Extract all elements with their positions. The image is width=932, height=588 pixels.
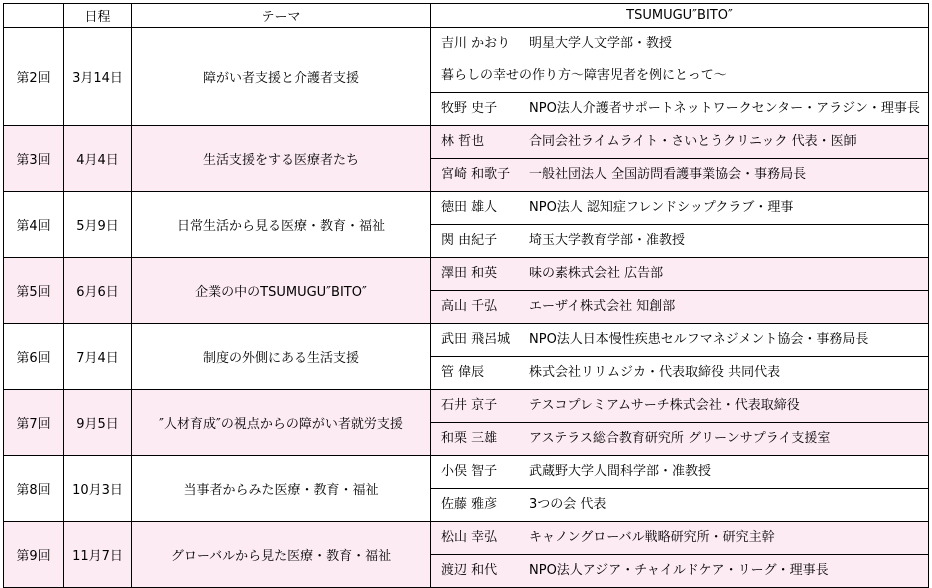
session-row	[4, 258, 929, 291]
session-number: 第9回	[4, 522, 64, 588]
session-theme: ″人材育成″の視点からの障がい者就労支援	[132, 390, 431, 456]
session-row	[4, 390, 929, 423]
session-row	[4, 324, 929, 357]
speaker-name: 小俣 智子	[441, 464, 498, 479]
speaker-line	[441, 555, 928, 587]
speaker-line	[441, 489, 928, 521]
speaker-cell	[431, 522, 929, 555]
speaker-affiliation: 3つの会 代表	[529, 497, 607, 512]
header-speakers: TSUMUGU″BITO″	[431, 4, 929, 28]
session-date: 7月4日	[64, 324, 132, 390]
header-theme: テーマ	[132, 4, 431, 28]
speaker-name: 高山 千弘	[441, 299, 498, 314]
session-date: 6月6日	[64, 258, 132, 324]
speaker-name: 関 由紀子	[441, 233, 498, 248]
speaker-cell	[431, 258, 929, 291]
session-theme: 当事者からみた医療・教育・福祉	[132, 456, 431, 522]
session-number: 第5回	[4, 258, 64, 324]
session-theme: 日常生活から見る医療・教育・福祉	[132, 192, 431, 258]
speaker-cell	[431, 126, 929, 159]
session-theme: グローバルから見た医療・教育・福祉	[132, 522, 431, 588]
header-row	[4, 4, 929, 28]
speaker-line	[441, 522, 928, 554]
speaker-affiliation: エーザイ株式会社 知創部	[529, 299, 676, 314]
speaker-cell	[431, 159, 929, 192]
speaker-line	[441, 423, 928, 455]
session-date: 10月3日	[64, 456, 132, 522]
session-row	[4, 522, 929, 555]
session-theme: 障がい者支援と介護者支援	[132, 28, 431, 126]
speaker-cell	[431, 28, 929, 93]
speaker-cell	[431, 456, 929, 489]
speaker-line	[441, 390, 928, 422]
speaker-cell	[431, 324, 929, 357]
speaker-name: 管 偉辰	[441, 365, 485, 380]
speaker-affiliation: 株式会社リリムジカ・代表取締役 共同代表	[529, 365, 781, 380]
speaker-affiliation: キャノングローバル戦略研究所・研究主幹	[529, 530, 775, 545]
speaker-affiliation: 武蔵野大学人間科学部・准教授	[529, 464, 712, 479]
speaker-name: 武田 飛呂城	[441, 332, 511, 347]
session-row	[4, 192, 929, 225]
speaker-cell	[431, 291, 929, 324]
speaker-name: 牧野 史子	[441, 101, 498, 116]
session-date: 4月4日	[64, 126, 132, 192]
speaker-line	[441, 225, 928, 257]
speaker-affiliation: NPO法人介護者サポートネットワークセンター・アラジン・理事長	[529, 101, 920, 116]
speaker-name: 林 哲也	[441, 134, 485, 149]
session-date: 11月7日	[64, 522, 132, 588]
session-number: 第3回	[4, 126, 64, 192]
speaker-cell	[431, 423, 929, 456]
speaker-name: 渡辺 和代	[441, 563, 498, 578]
speaker-line	[441, 324, 928, 356]
session-theme: 生活支援をする医療者たち	[132, 126, 431, 192]
speaker-line	[441, 291, 928, 323]
session-date: 9月5日	[64, 390, 132, 456]
speaker-line	[441, 28, 928, 60]
session-number: 第2回	[4, 28, 64, 126]
speaker-name: 宮崎 和歌子	[441, 167, 511, 182]
speaker-line	[441, 93, 928, 125]
speaker-name: 佐藤 雅彦	[441, 497, 498, 512]
session-number: 第7回	[4, 390, 64, 456]
speaker-line	[441, 159, 928, 191]
header-session	[4, 4, 64, 28]
lecture-title-note: 暮らしの幸せの作り方～障害児者を例にとって～	[441, 68, 727, 83]
speaker-affiliation: NPO法人日本慢性疾患セルフマネジメント協会・事務局長	[529, 332, 869, 347]
speaker-line	[441, 456, 928, 488]
session-date: 3月14日	[64, 28, 132, 126]
speaker-cell	[431, 93, 929, 126]
speaker-line	[441, 357, 928, 389]
speaker-name: 徳田 雄人	[441, 200, 498, 215]
session-theme: 制度の外側にある生活支援	[132, 324, 431, 390]
schedule-table	[3, 3, 929, 588]
session-number: 第4回	[4, 192, 64, 258]
speaker-affiliation: NPO法人 認知症フレンドシップクラブ・理事	[529, 200, 794, 215]
speaker-line	[441, 192, 928, 224]
speaker-cell	[431, 489, 929, 522]
speaker-name: 澤田 和英	[441, 266, 498, 281]
session-number: 第6回	[4, 324, 64, 390]
session-theme: 企業の中のTSUMUGU″BITO″	[132, 258, 431, 324]
session-row	[4, 126, 929, 159]
speaker-cell	[431, 555, 929, 588]
speaker-affiliation: 味の素株式会社 広告部	[529, 266, 664, 281]
speaker-cell	[431, 225, 929, 258]
speaker-cell	[431, 192, 929, 225]
speaker-name: 石井 京子	[441, 398, 498, 413]
speaker-name: 松山 幸弘	[441, 530, 498, 545]
speaker-name: 和栗 三雄	[441, 431, 498, 446]
speaker-affiliation: 合同会社ライムライト・さいとうクリニック 代表・医師	[529, 134, 857, 149]
schedule-body	[4, 28, 929, 588]
speaker-cell	[431, 357, 929, 390]
speaker-affiliation: 明星大学人文学部・教授	[529, 36, 673, 51]
speaker-cell	[431, 390, 929, 423]
session-row	[4, 456, 929, 489]
session-row	[4, 28, 929, 93]
speaker-line	[441, 126, 928, 158]
speaker-line	[441, 258, 928, 290]
speaker-affiliation: アステラス総合教育研究所 グリーンサプライ支援室	[529, 431, 831, 446]
session-number: 第8回	[4, 456, 64, 522]
speaker-affiliation: NPO法人アジア・チャイルドケア・リーグ・理事長	[529, 563, 829, 578]
header-date: 日程	[64, 4, 132, 28]
speaker-affiliation: 埼玉大学教育学部・准教授	[529, 233, 686, 248]
session-date: 5月9日	[64, 192, 132, 258]
speaker-affiliation: 一般社団法人 全国訪問看護事業協会・事務局長	[529, 167, 807, 182]
speaker-name: 吉川 かおり	[441, 36, 511, 51]
speaker-affiliation: テスコプレミアムサーチ株式会社・代表取締役	[529, 398, 800, 413]
